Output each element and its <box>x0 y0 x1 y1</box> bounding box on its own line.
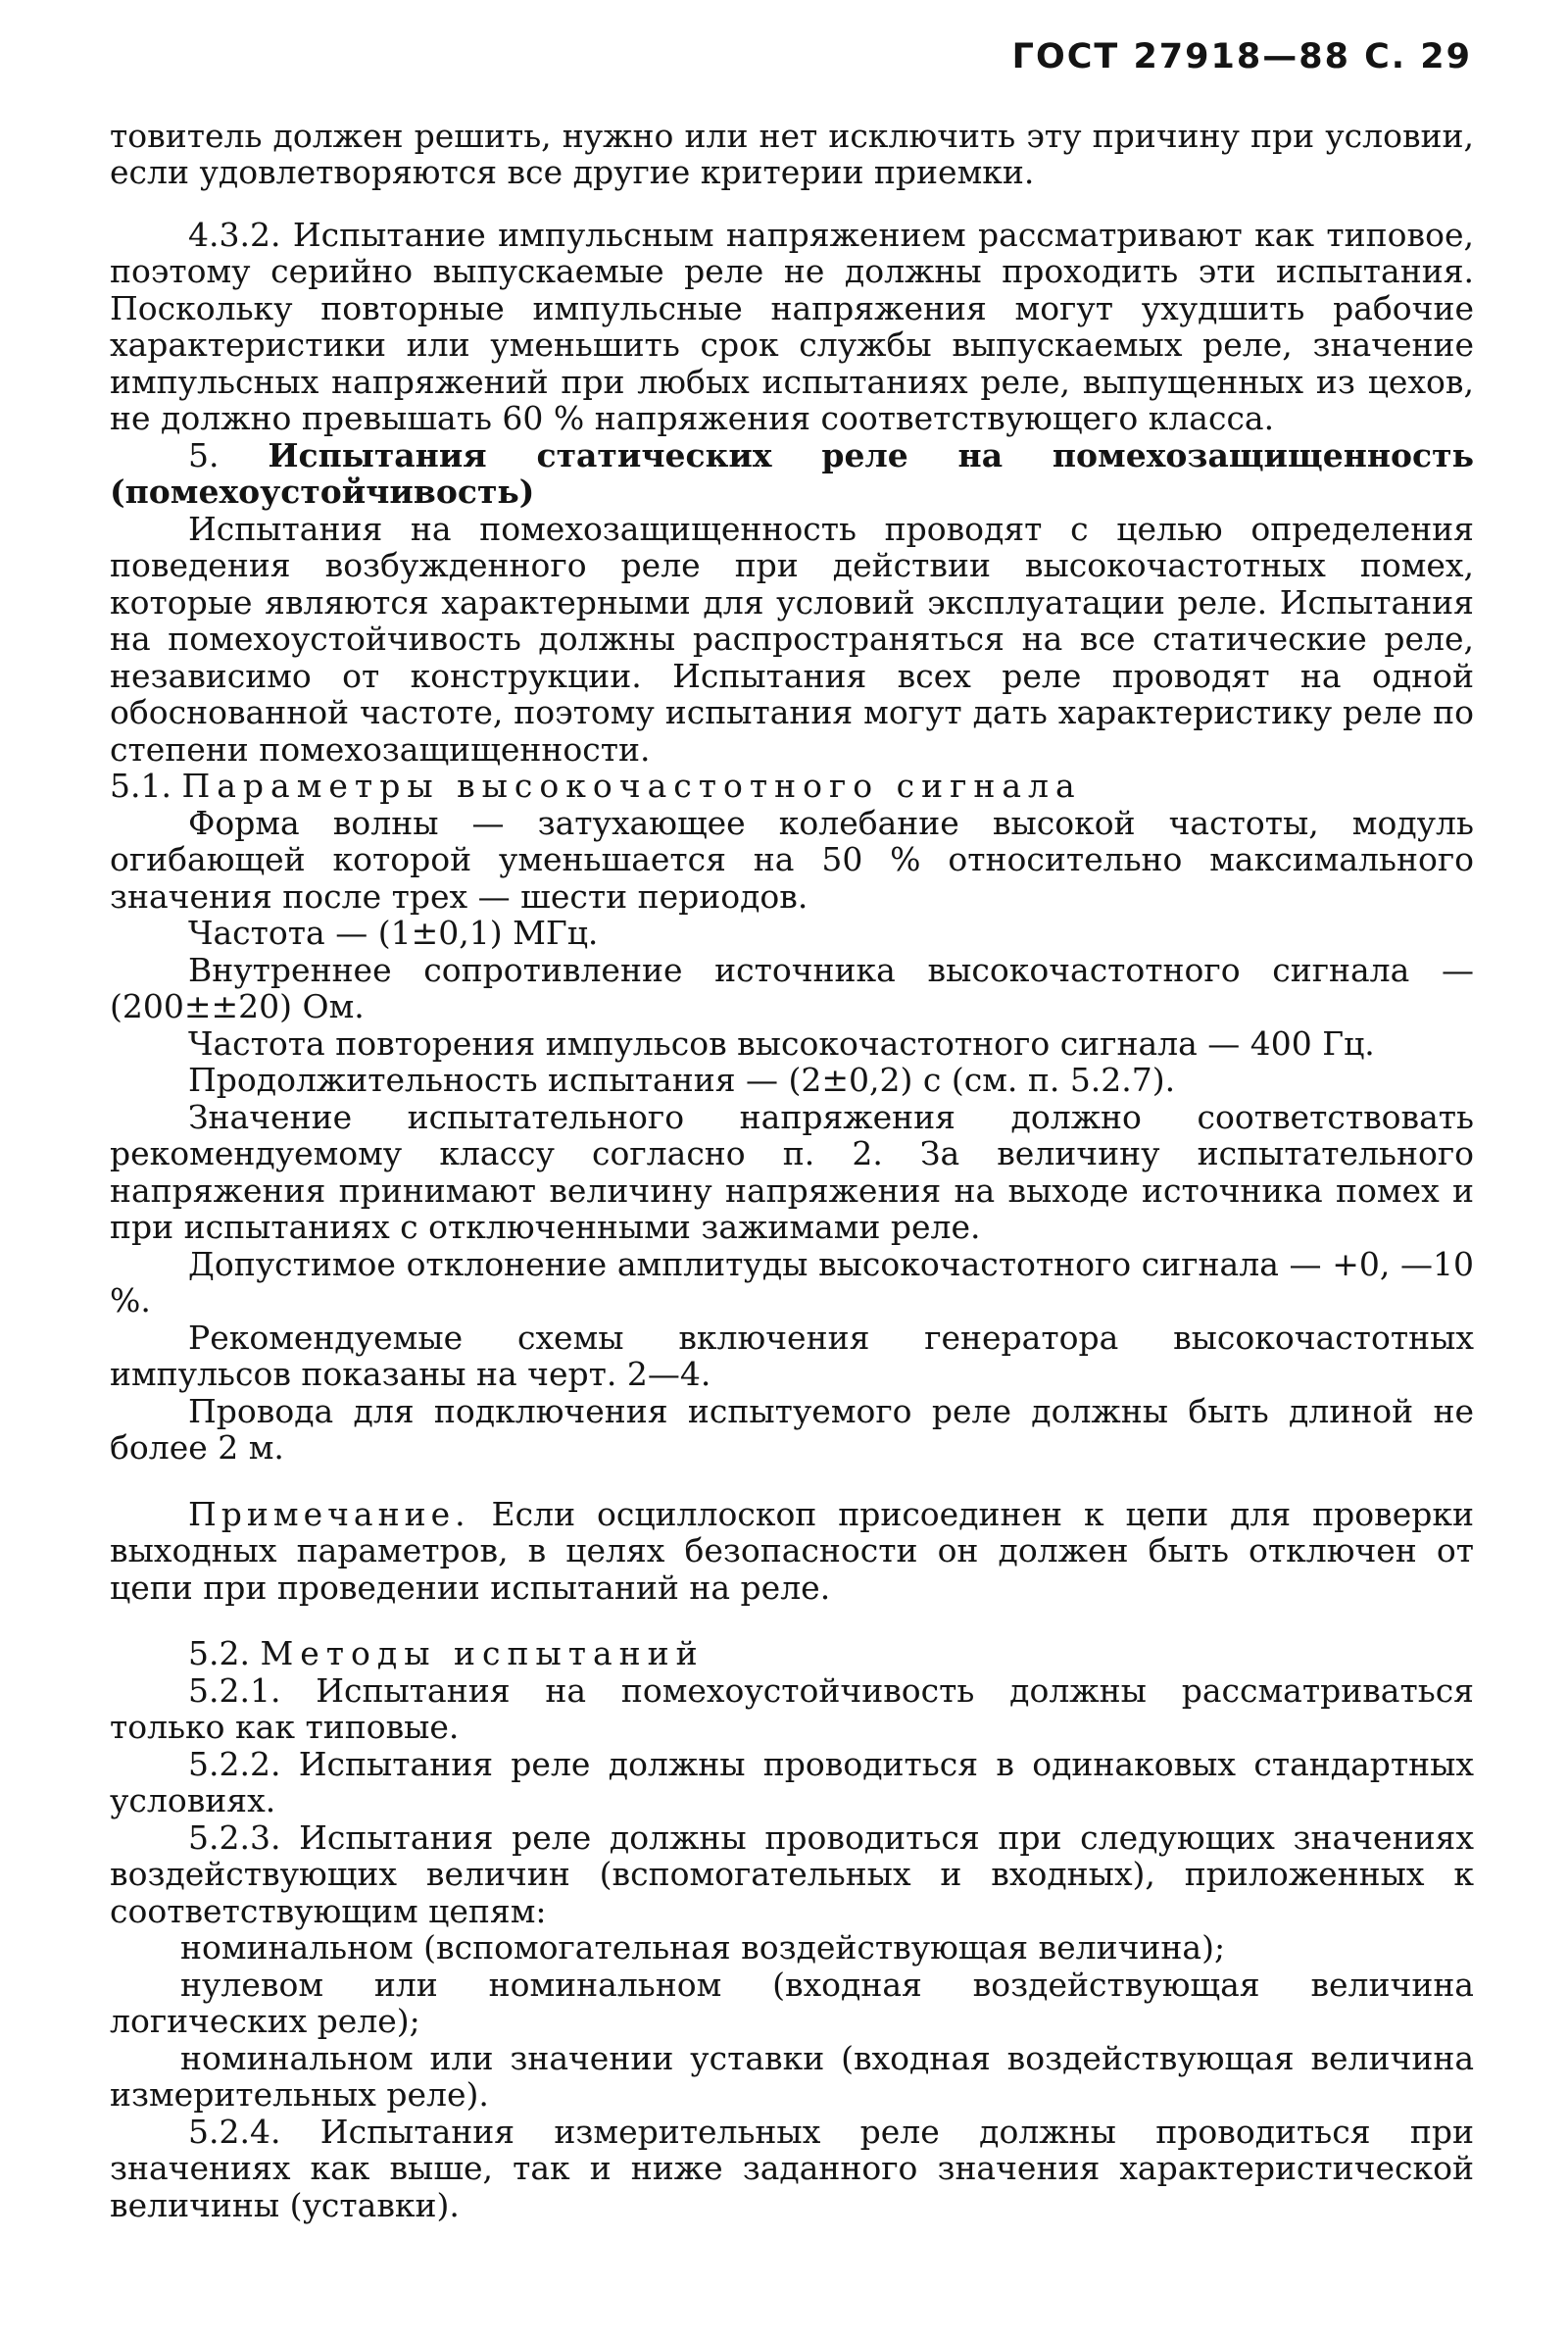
paragraph-internal-resistance: Внутреннее сопротивление источника высокочастотного сигнала — (200±±20) Ом. <box>110 950 1474 1025</box>
paragraph-test-duration: Продолжительность испытания — (2±0,2) с (см. п. 5.2.7). <box>188 1061 1176 1099</box>
section-5-2-number: 5.2. <box>188 1634 250 1672</box>
paragraph-generator-schemes: Рекомендуемые схемы включения генератора высокочастотных импульсов показаны на черт. 2—4. <box>110 1318 1474 1393</box>
section-5-1-title: Параметры высокочастотного сигнала <box>181 767 1082 805</box>
paragraph-wire-length: Провода для подключения испытуемого реле должны быть длиной не более 2 м. <box>110 1391 1474 1467</box>
document-page <box>110 39 1474 2223</box>
section-5-title: Испытания статических реле на помехозащищенность (помехоустойчивость) <box>110 435 1474 511</box>
paragraph-waveform: Форма волны — затухающее колебание высокой частоты, модуль огибающей которой уменьшается на 50 % относительно максимального значения после трех — шести периодов. <box>110 803 1474 916</box>
paragraph-5-2-4: 5.2.4. Испытания измерительных реле должны проводиться при значениях как выше, так и ниже заданного значения характеристической величины (уставки). <box>110 2112 1474 2224</box>
paragraph-5-2-2: 5.2.2. Испытания реле должны проводиться в одинаковых стандартных условиях. <box>110 1744 1474 1819</box>
paragraph-5-2-1: 5.2.1. Испытания на помехоустойчивость должны рассматриваться только как типовые. <box>110 1670 1474 1746</box>
paragraph-4-3-2: 4.3.2. Испытание импульсным напряжением рассматривают как типовое, поэтому серийно выпускаемые реле не должны проходить эти испытания. Поскольку повторные импульсные напряжения могут ухудшить рабочие характеристики или уменьшить срок службы выпускаемых реле, значение импульсных напряжений при любых испытаниях реле, выпущенных из цехов, не должно превышать 60 % напряжения соответствующего класса. <box>110 215 1474 437</box>
list-item-nominal-or-setting: номинальном или значении уставки (входная воздействующая величина измерительных реле). <box>110 2038 1474 2114</box>
paragraph-continuation: товитель должен решить, нужно или нет исключить эту причину при условии, если удовлетворяются все другие критерии приемки. <box>110 116 1474 191</box>
paragraph-amplitude-tolerance: Допустимое отклонение амплитуды высокочастотного сигнала — +0, —10 %. <box>110 1244 1474 1319</box>
paragraph-frequency: Частота — (1±0,1) МГц. <box>188 914 599 952</box>
section-5-2-title: Методы испытаний <box>260 1634 705 1672</box>
section-5-1-heading <box>110 768 1474 805</box>
paragraph-5-2-3: 5.2.3. Испытания реле должны проводиться при следующих значениях воздействующих величин (вспомогательных и входных), приложенных к соответствующим цепям: <box>110 1817 1474 1930</box>
section-5-2-heading <box>110 1635 1474 1672</box>
list-item-nominal: номинальном (вспомогательная воздействующая величина); <box>180 1928 1226 1967</box>
list-item-zero-or-nominal: нулевом или номинальном (входная воздействующая величина логических реле); <box>110 1965 1474 2040</box>
paragraph-section-5-intro: Испытания на помехозащищенность проводят с целью определения поведения возбужденного реле при действии высокочастотных помех, которые являются характерными для условий эксплуатации реле. Испытания на помехоустойчивость должны распространяться на все статические реле, независимо от конструкции. Испытания всех реле проводят на одной обоснованной частоте, поэтому испытания могут дать характеристику реле по степени помехозащищенности. <box>110 509 1474 769</box>
note-label: Примечание. <box>188 1494 470 1533</box>
note-text: Если осциллоскоп присоединен к цепи для проверки выходных параметров, в целях безопасности он должен быть отключен от цепи при проведении испытаний на реле. <box>110 1494 1474 1607</box>
note-paragraph <box>110 1496 1474 1607</box>
running-head: ГОСТ 27918—88 С. 29 <box>1011 37 1472 76</box>
section-5-number: 5. <box>188 435 220 474</box>
section-5-1-number: 5.1. <box>110 767 172 805</box>
paragraph-test-voltage: Значение испытательного напряжения должно соответствовать рекомендуемому классу согласно п. 2. За величину испытательного напряжения принимают величину напряжения на выходе источника помех и при испытаниях с отключенными зажимами реле. <box>110 1097 1474 1246</box>
section-5-heading <box>110 437 1474 511</box>
paragraph-repetition-rate: Частота повторения импульсов высокочастотного сигнала — 400 Гц. <box>188 1023 1375 1063</box>
